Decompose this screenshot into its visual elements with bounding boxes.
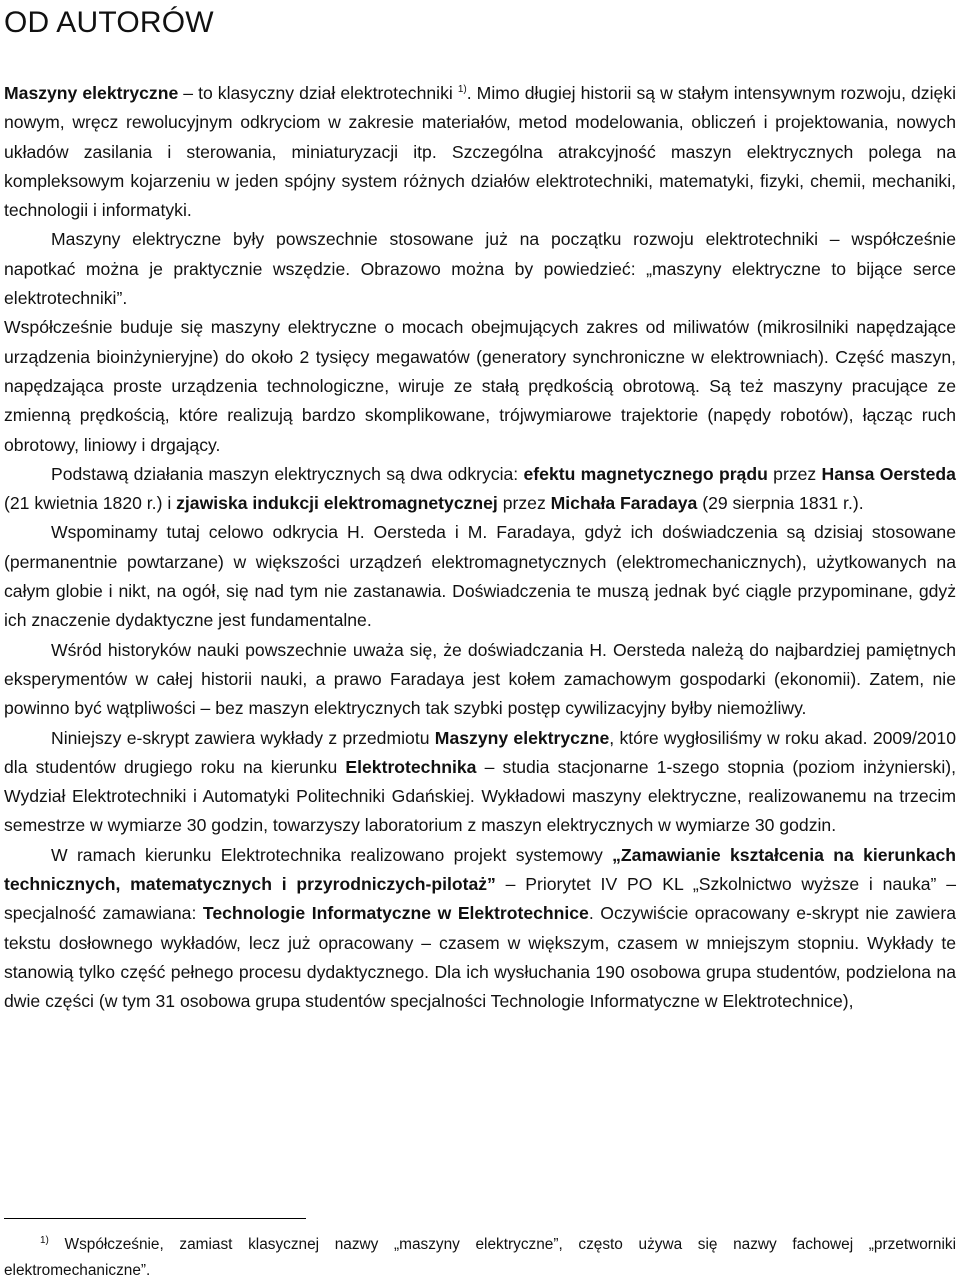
paragraph-7 (4, 724, 956, 841)
paragraph-7-text-b: , które wygłosiliśmy w roku akad. 2009/2010 dla studentów drugiego roku na kierunku (4, 727, 956, 777)
bold-specjalnosc: Technologie Informatyczne w Elektrotechnice (202, 903, 589, 924)
paragraph-7-text-c: – studia stacjonarne 1-szego stopnia (poziom inżynierski), Wydział Elektrotechniki i Automatyki Politechniki Gdańskiej. Wykładowi maszyny elektryczne, realizowanemu na trzecim semestrze w wymiarze 30 godzin, towarzyszy laboratorium z maszyn elektrycznych w wymiarze 30 godzin. (4, 756, 956, 836)
term-maszyny-elektryczne: Maszyny elektryczne (4, 83, 179, 103)
paragraph-1-text-b: . Mimo długiej historii są w stałym intensywnym rozwoju, dzięki nowym, wręcz rewolucyjnym odkryciom w zakresie materiałów, metod modelowania, obliczeń i projektowania, nowych układów zasilania i sterowania, miniaturyzacji itp. Szczególna atrakcyjność maszyn elektrycznych polega na kompleksowym kojarzeniu w jeden spójny system różnych działów elektrotechniki, matematyki, fizyki, chemii, mechaniki, technologii i informatyki. (4, 83, 956, 221)
paragraph-7-text-a: Niniejszy e-skrypt zawiera wykłady z przedmiotu (51, 727, 435, 748)
paragraph-8-text-b: – Priorytet IV PO KL „Szkolnictwo wyższe i nauka” – specjalność zamawiana: (4, 874, 957, 924)
paragraph-4-text-a: Podstawą działania maszyn elektrycznych są dwa odkrycia: (51, 463, 524, 484)
bold-projekt: „Zamawianie kształcenia na kierunkach technicznych, matematycznych i przyrodniczych-pilotaż” (4, 844, 956, 895)
footnote-mark: 1) (40, 1234, 49, 1246)
paragraph-4-text-d: przez (497, 493, 551, 514)
paragraph-1-text-a: – to klasyczny dział elektrotechniki (178, 83, 458, 103)
paragraph-4-text-e: (29 sierpnia 1831 r.). (697, 493, 864, 514)
bold-hans-oersted: Hansa Oersteda (821, 463, 956, 484)
bold-indukcja: zjawiska indukcji elektromagnetycznej (176, 493, 498, 514)
paragraph-8-text-c: . Oczywiście opracowany e-skrypt nie zawiera tekstu dosłownego wykładów, lecz już opracowany – czasem w większym, czasem w mniejszym stopniu. Wykłady te stanowią tylko część pełnego procesu dydaktycznego. Dla ich wysłuchania 190 osobowa grupa studentów, podzielona na dwie części (w tym 31 osobowa grupa studentów specjalności Technologie Informatyczne w Elektrotechnice), (4, 903, 956, 1012)
footnote-text: Współcześnie, zamiast klasycznej nazwy „maszyny elektryczne”, często używa się nazwy fachowej „przetworniki elektromechaniczne”. (4, 1236, 956, 1279)
paragraph-4-text-b: przez (767, 463, 822, 484)
paragraph-2: Maszyny elektryczne były powszechnie stosowane już na początku rozwoju elektrotechniki – współcześnie napotkać można je praktycznie wszędzie. Obrazowo można by powiedzieć: „maszyny elektryczne to bijące serce elektrotechniki”. (4, 229, 956, 309)
paragraph-4-text-c: (21 kwietnia 1820 r.) i (4, 493, 177, 514)
document-body (4, 79, 956, 1017)
bold-przedmiot: Maszyny elektryczne (434, 727, 610, 748)
paragraph-6: Wśród historyków nauki powszechnie uważa się, że doświadczania H. Oersteda należą do najbardziej pamiętnych eksperymentów w całej historii nauki, a prawo Faradaya jest kołem zamachowym gospodarki (ekonomii). Zatem, nie powinno być wątpliwości – bez maszyn elektrycznych tak szybki postęp cywilizacyjny byłby niemożliwy. (4, 639, 956, 719)
paragraph-3: Współcześnie buduje się maszyny elektryczne o mocach obejmujących zakres od miliwatów (mikrosilniki napędzające urządzenia bioinżynieryjne) do około 2 tysięcy megawatów (generatory synchroniczne w elektrowniach). Część maszyn, napędzająca proste urządzenia technologiczne, wiruje ze stałą prędkością obrotową. Są też maszyny pracujące ze zmienną prędkością, które realizują bardzo skomplikowane, trójwymiarowe trajektorie (napędy robotów), łącząc ruch obrotowy, liniowy i drgający. (4, 317, 956, 455)
paragraph-5: Wspominamy tutaj celowo odkrycia H. Oersteda i M. Faradaya, gdyż ich doświadczenia są dzisiaj stosowane (permanentnie powtarzane) w większości urządzeń elektromagnetycznych (elektromechanicznych), użytkowanych na całym globie i nikt, na ogół, się nad tym nie zastanawia. Doświadczenia te muszą jednak być ciągle przypominane, gdyż ich znaczenie dydaktyczne jest fundamentalne. (4, 522, 956, 631)
paragraph-4 (4, 460, 956, 519)
footnote-divider (4, 1218, 306, 1219)
paragraph-8 (4, 841, 956, 1017)
bold-efekt-magnetyczny: efektu magnetycznego prądu (523, 463, 768, 484)
document-page (4, 0, 956, 49)
paragraph-1 (4, 79, 956, 225)
footnote (4, 1232, 956, 1284)
bold-michal-faraday: Michała Faradaya (550, 493, 698, 514)
paragraph-8-text-a: W ramach kierunku Elektrotechnika realizowano projekt systemowy (51, 844, 613, 865)
footnote-ref: 1) (457, 84, 467, 96)
page-title: OD AUTORÓW (4, 6, 214, 39)
bold-kierunek: Elektrotechnika (345, 756, 477, 777)
